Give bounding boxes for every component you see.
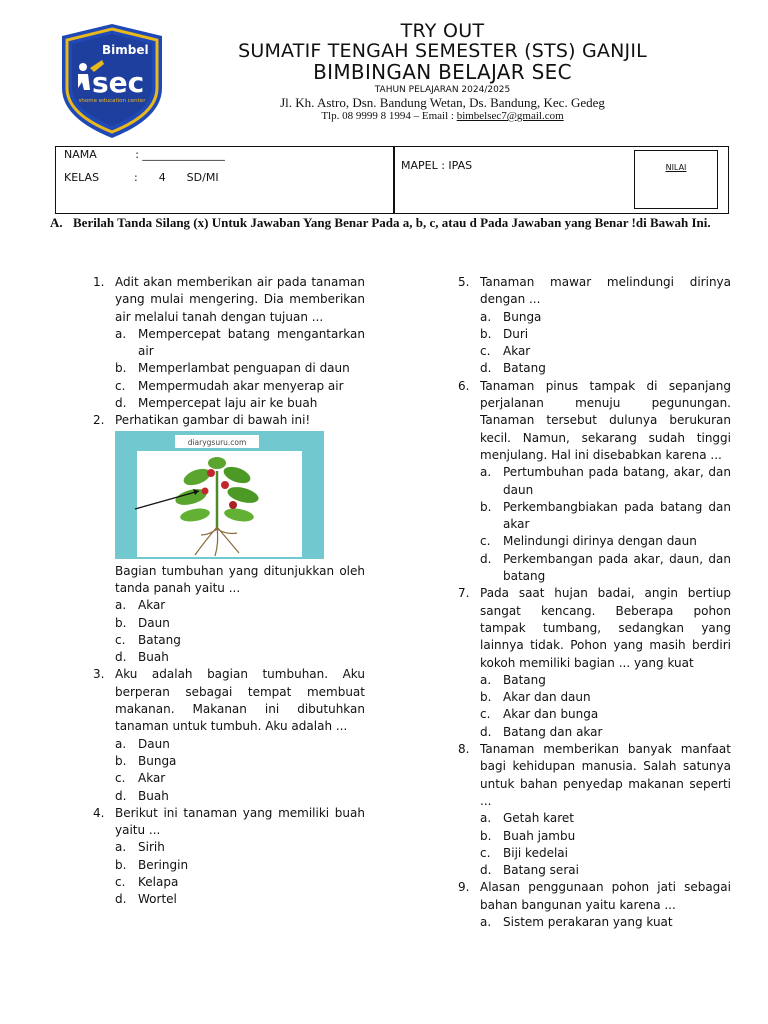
student-identity-box <box>55 146 729 214</box>
option-d[interactable]: d. Perkembangan pada akar, daun, dan batang <box>480 551 731 584</box>
option-d[interactable]: d. Buah <box>115 650 169 665</box>
option-c[interactable]: c. Akar <box>480 344 531 359</box>
option-c[interactable]: c. Mempermudah akar menyerap air <box>115 378 344 393</box>
question-number: 4. <box>93 805 105 820</box>
logo-tagline: shome education center <box>78 98 146 104</box>
option-b[interactable]: b. Memperlambat penguapan di daun <box>115 361 350 376</box>
option-d[interactable]: d. Buah <box>115 788 169 803</box>
option-a[interactable]: a. Batang <box>480 672 546 687</box>
option-d[interactable]: d. Wortel <box>115 892 177 907</box>
plant-image <box>115 431 324 559</box>
section-label: A. <box>50 215 63 230</box>
option-b[interactable]: b. Perkembangbiakan pada batang dan akar <box>480 499 731 532</box>
question-number: 7. <box>458 586 470 601</box>
identity-divider <box>393 147 395 213</box>
question-text: Aku adalah bagian tumbuhan. Aku berperan sebagai tempat membuat makanan. Makanan ini dibutuhkan tanaman untuk tumbuh. Aku adalah ... <box>115 667 365 734</box>
header-year: TAHUN PELAJARAN 2024/2025 <box>374 85 511 95</box>
question-text: Tanaman pinus tampak di sepanjang perjalanan menuju pegunungan. Tanaman tersebut dulunya berukuran kecil. Namun, sekarang sudah tinggi menjulang. Hal ini disebabkan karena ... <box>480 378 731 462</box>
option-b[interactable]: b. Bunga <box>115 753 177 768</box>
option-c[interactable]: c. Batang <box>115 632 181 647</box>
nilai-label: NILAI <box>665 163 687 172</box>
option-a[interactable]: a. Getah karet <box>480 811 575 826</box>
option-a[interactable]: a. Sistem perakaran yang kuat <box>480 914 673 929</box>
option-c[interactable]: c. Akar dan bunga <box>480 707 599 722</box>
bimbel-sec-logo <box>56 22 168 140</box>
document-header <box>175 22 710 123</box>
question-number: 5. <box>458 275 470 289</box>
question-number: 3. <box>93 667 105 682</box>
option-d[interactable]: d. Batang serai <box>480 863 579 878</box>
question-1 <box>93 274 365 412</box>
question-7 <box>458 585 731 741</box>
option-c[interactable]: c. Kelapa <box>115 875 179 890</box>
question-8 <box>458 741 731 879</box>
question-number: 6. <box>458 378 470 393</box>
question-text: Adit akan memberikan air pada tanaman yang mulai mengering. Dia memberikan air melalui tanah dengan tujuan ... <box>115 275 365 324</box>
option-c[interactable]: c. Akar <box>115 771 166 786</box>
header-contact <box>175 110 710 123</box>
question-number: 8. <box>458 742 470 757</box>
question-2 <box>93 412 365 666</box>
nama-field[interactable]: NAMA : _______________ <box>64 148 225 161</box>
option-d[interactable]: d. Mempercepat laju air ke buah <box>115 396 318 411</box>
option-b[interactable]: b. Akar dan daun <box>480 690 591 705</box>
header-email-link[interactable]: bimbelsec7@gmail.com <box>456 110 564 122</box>
logo-brand: sec <box>92 66 145 99</box>
question-6 <box>458 378 731 586</box>
option-d[interactable]: d. Batang <box>480 361 546 376</box>
option-b[interactable]: b. Daun <box>115 615 170 630</box>
question-4 <box>93 805 365 909</box>
question-text: Pada saat hujan badai, angin bertiup sangat kencang. Beberapa pohon tampak tumbang, sedangkan yang lainnya tidak. Pohon yang masih berdiri kokoh memiliki bagian ... yang kuat <box>480 586 731 670</box>
question-9 <box>458 879 731 931</box>
question-text: Berikut ini tanaman yang memiliki buah yaitu ... <box>115 805 365 838</box>
option-a[interactable]: a. Akar <box>115 598 166 613</box>
section-instruction-text: Berilah Tanda Silang (x) Untuk Jawaban Yang Benar Pada a, b, c, atau d Pada Jawaban yang Benar !di Bawah Ini. <box>73 215 711 230</box>
question-5 <box>458 274 731 378</box>
option-a[interactable]: a. Mempercepat batang mengantarkan air <box>115 326 365 359</box>
question-number: 2. <box>93 413 105 428</box>
option-c[interactable]: c. Biji kedelai <box>480 845 568 860</box>
question-number: 1. <box>93 275 105 289</box>
nilai-box[interactable] <box>634 150 718 209</box>
option-a[interactable]: a. Pertumbuhan pada batang, akar, dan daun <box>480 465 731 497</box>
kelas-field: KELAS : 4 SD/MI <box>64 171 219 184</box>
question-text: Tanaman mawar melindungi dirinya dengan ... <box>480 275 731 307</box>
question-text: Perhatikan gambar di bawah ini! <box>115 413 311 428</box>
question-text: Alasan penggunaan pohon jati sebagai bahan bangunan yaitu karena ... <box>480 880 731 912</box>
option-d[interactable]: d. Batang dan akar <box>480 724 603 739</box>
question-number: 9. <box>458 880 470 895</box>
option-a[interactable]: a. Daun <box>115 736 170 751</box>
questions-left-column <box>93 274 365 909</box>
option-c[interactable]: c. Melindungi dirinya dengan daun <box>480 534 697 549</box>
question-text-continued: Bagian tumbuhan yang ditunjukkan oleh tanda panah yaitu ... <box>115 563 365 595</box>
option-b[interactable]: b. Duri <box>480 326 529 341</box>
header-exam-title: SUMATIF TENGAH SEMESTER (STS) GANJIL <box>238 40 647 62</box>
option-b[interactable]: b. Buah jambu <box>480 828 576 843</box>
header-tryout: TRY OUT <box>400 20 485 42</box>
header-phone: Tlp. 08 9999 8 1994 – Email : <box>321 110 457 122</box>
questions-right-column <box>458 274 731 931</box>
question-3 <box>93 666 365 804</box>
question-text: Tanaman memberikan banyak manfaat bagi kehidupan manusia. Salah satunya untuk bahan penyedap makanan seperti ... <box>480 742 731 808</box>
header-institution: BIMBINGAN BELAJAR SEC <box>313 60 572 84</box>
logo-top-text: Bimbel <box>102 43 149 57</box>
option-a[interactable]: a. Sirih <box>115 840 165 855</box>
mapel-label: MAPEL : IPAS <box>401 159 473 172</box>
option-b[interactable]: b. Beringin <box>115 857 189 872</box>
image-caption: diarygsuru.com <box>187 437 247 447</box>
option-a[interactable]: a. Bunga <box>480 309 542 324</box>
header-address: Jl. Kh. Astro, Dsn. Bandung Wetan, Ds. Bandung, Kec. Gedeg <box>280 95 605 110</box>
